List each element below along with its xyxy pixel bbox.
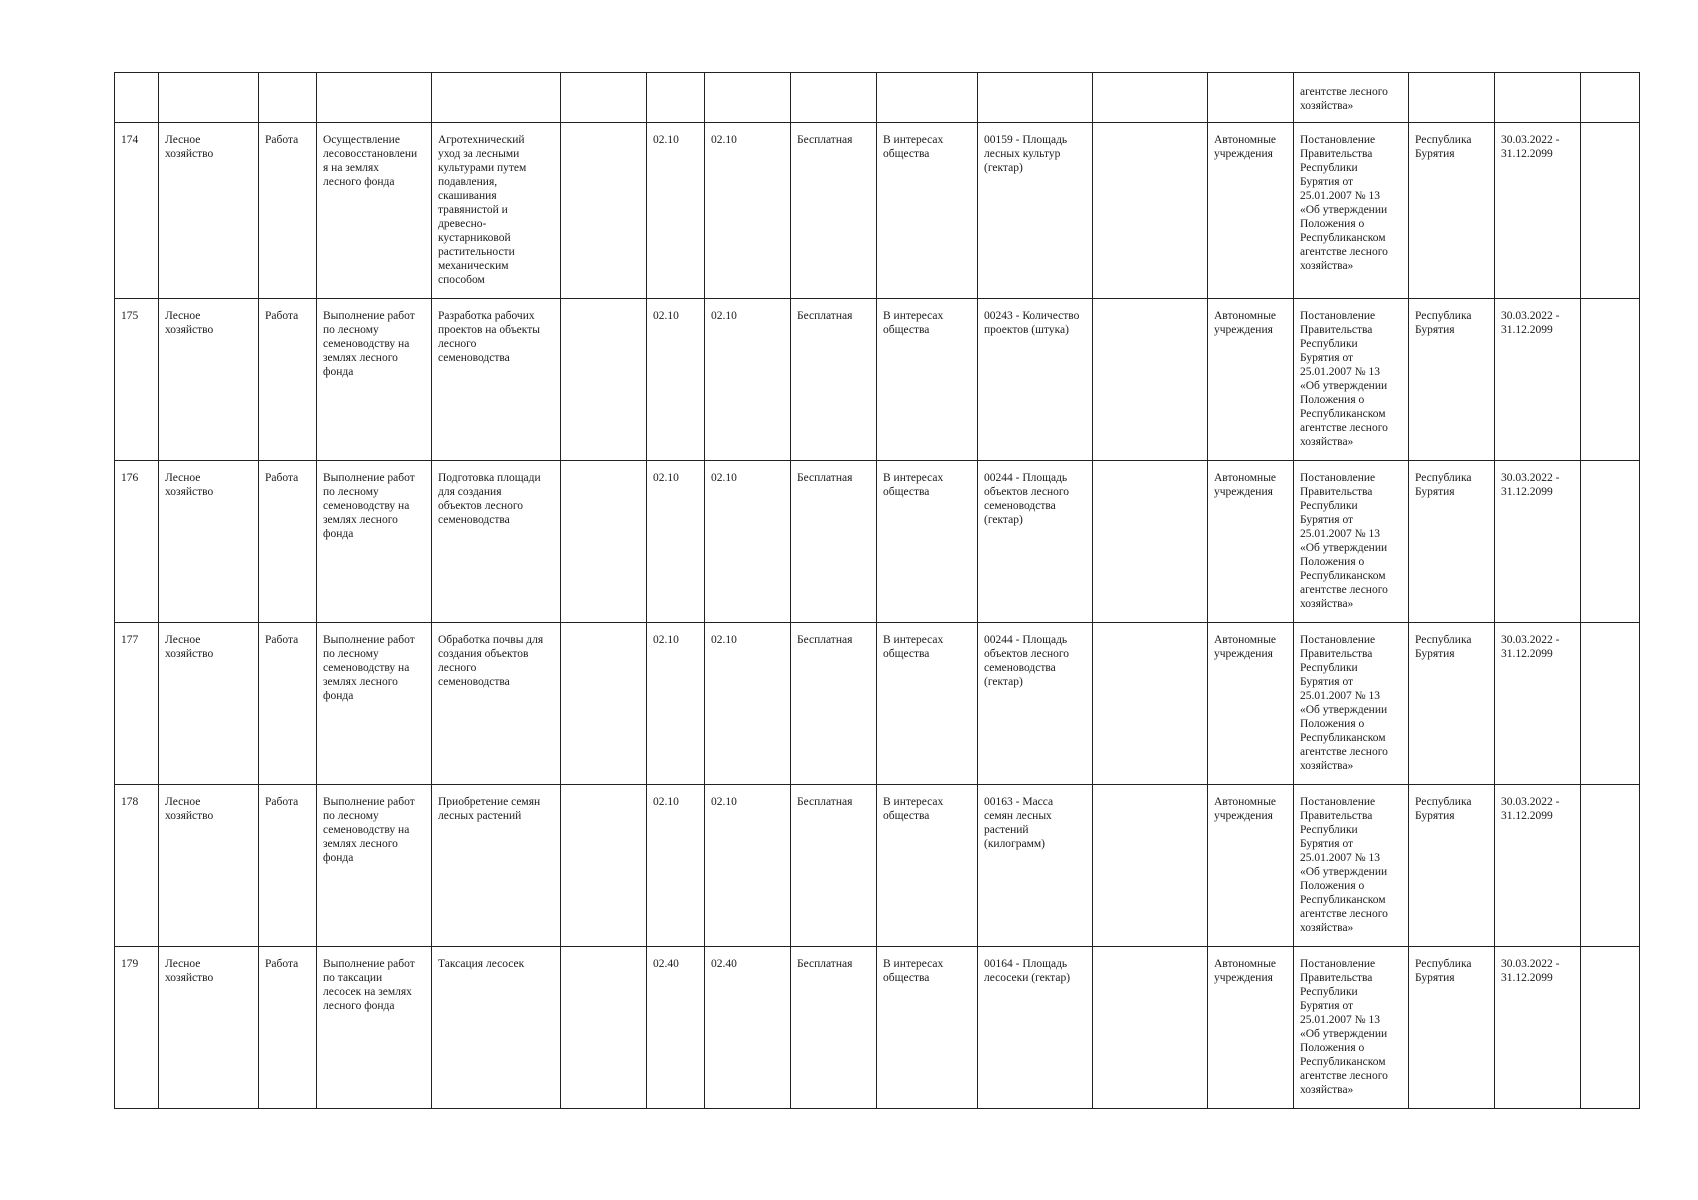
payment-cell: Бесплатная <box>791 785 877 947</box>
industry-cell: Лесное хозяйство <box>159 461 259 623</box>
basis-cell: Постановление Правительства Республики Бурятия от 25.01.2007 № 13 «Об утверждении Положения о Республиканском агентстве лесного хозяйства» <box>1294 623 1409 785</box>
empty-cell <box>1093 785 1208 947</box>
basis-cell: Постановление Правительства Республики Бурятия от 25.01.2007 № 13 «Об утверждении Положения о Республиканском агентстве лесного хозяйства» <box>1294 785 1409 947</box>
empty-cell <box>1093 123 1208 299</box>
empty-cell <box>1581 785 1640 947</box>
basis-cell: Постановление Правительства Республики Бурятия от 25.01.2007 № 13 «Об утверждении Положения о Республиканском агентстве лесного хозяйства» <box>1294 123 1409 299</box>
indicator-cell: 00244 - Площадь объектов лесного семеноводства (гектар) <box>978 461 1093 623</box>
code-cell: 02.10 <box>705 299 791 461</box>
industry-cell: Лесное хозяйство <box>159 123 259 299</box>
code-cell: 02.10 <box>705 123 791 299</box>
empty-cell <box>561 947 647 1109</box>
indicator-cell: 00159 - Площадь лесных культур (гектар) <box>978 123 1093 299</box>
table-cell <box>317 73 432 123</box>
table-row-continuation <box>115 73 1640 123</box>
empty-cell <box>1093 461 1208 623</box>
payment-cell: Бесплатная <box>791 123 877 299</box>
table-cell <box>1581 73 1640 123</box>
type-cell: Работа <box>259 947 317 1109</box>
empty-cell <box>1093 623 1208 785</box>
name-cell: Выполнение работ по лесному семеноводству на землях лесного фонда <box>317 785 432 947</box>
table-cell <box>791 73 877 123</box>
table-row <box>115 299 1640 461</box>
period-cell: 30.03.2022 - 31.12.2099 <box>1495 785 1581 947</box>
name-cell: Выполнение работ по таксации лесосек на землях лесного фонда <box>317 947 432 1109</box>
table-cell <box>647 73 705 123</box>
code-cell: 02.10 <box>647 785 705 947</box>
code-cell: 02.10 <box>705 785 791 947</box>
table-cell <box>705 73 791 123</box>
table-cell <box>1208 73 1294 123</box>
table-row <box>115 623 1640 785</box>
region-cell: Республика Бурятия <box>1409 785 1495 947</box>
empty-cell <box>561 785 647 947</box>
table-cell <box>1409 73 1495 123</box>
content-cell: Обработка почвы для создания объектов лесного семеноводства <box>432 623 561 785</box>
indicator-cell: 00163 - Масса семян лесных растений (килограмм) <box>978 785 1093 947</box>
content-cell: Таксация лесосек <box>432 947 561 1109</box>
empty-cell <box>561 461 647 623</box>
code-cell: 02.40 <box>705 947 791 1109</box>
type-cell: Работа <box>259 785 317 947</box>
row-number: 176 <box>115 461 159 623</box>
institution-cell: Автономные учреждения <box>1208 123 1294 299</box>
content-cell: Приобретение семян лесных растений <box>432 785 561 947</box>
region-cell: Республика Бурятия <box>1409 461 1495 623</box>
region-cell: Республика Бурятия <box>1409 123 1495 299</box>
table-cell-basis: агентстве лесного хозяйства» <box>1294 73 1409 123</box>
empty-cell <box>1093 947 1208 1109</box>
table-cell <box>978 73 1093 123</box>
period-cell: 30.03.2022 - 31.12.2099 <box>1495 123 1581 299</box>
empty-cell <box>561 299 647 461</box>
code-cell: 02.10 <box>647 299 705 461</box>
region-cell: Республика Бурятия <box>1409 299 1495 461</box>
type-cell: Работа <box>259 461 317 623</box>
interest-cell: В интересах общества <box>877 623 978 785</box>
payment-cell: Бесплатная <box>791 299 877 461</box>
code-cell: 02.40 <box>647 947 705 1109</box>
table-cell <box>1093 73 1208 123</box>
industry-cell: Лесное хозяйство <box>159 947 259 1109</box>
interest-cell: В интересах общества <box>877 461 978 623</box>
name-cell: Выполнение работ по лесному семеноводству на землях лесного фонда <box>317 461 432 623</box>
period-cell: 30.03.2022 - 31.12.2099 <box>1495 299 1581 461</box>
payment-cell: Бесплатная <box>791 623 877 785</box>
type-cell: Работа <box>259 623 317 785</box>
region-cell: Республика Бурятия <box>1409 623 1495 785</box>
table-row <box>115 123 1640 299</box>
institution-cell: Автономные учреждения <box>1208 461 1294 623</box>
region-cell: Республика Бурятия <box>1409 947 1495 1109</box>
empty-cell <box>1581 947 1640 1109</box>
name-cell: Выполнение работ по лесному семеноводству на землях лесного фонда <box>317 623 432 785</box>
content-cell: Разработка рабочих проектов на объекты лесного семеноводства <box>432 299 561 461</box>
content-cell: Подготовка площади для создания объектов лесного семеноводства <box>432 461 561 623</box>
period-cell: 30.03.2022 - 31.12.2099 <box>1495 947 1581 1109</box>
table-cell <box>159 73 259 123</box>
code-cell: 02.10 <box>647 123 705 299</box>
table-cell <box>432 73 561 123</box>
table-row <box>115 785 1640 947</box>
interest-cell: В интересах общества <box>877 785 978 947</box>
table-row <box>115 947 1640 1109</box>
code-cell: 02.10 <box>647 461 705 623</box>
payment-cell: Бесплатная <box>791 461 877 623</box>
period-cell: 30.03.2022 - 31.12.2099 <box>1495 461 1581 623</box>
basis-cell: Постановление Правительства Республики Бурятия от 25.01.2007 № 13 «Об утверждении Положения о Республиканском агентстве лесного хозяйства» <box>1294 461 1409 623</box>
row-number: 177 <box>115 623 159 785</box>
interest-cell: В интересах общества <box>877 947 978 1109</box>
row-number: 179 <box>115 947 159 1109</box>
indicator-cell: 00243 - Количество проектов (штука) <box>978 299 1093 461</box>
type-cell: Работа <box>259 123 317 299</box>
empty-cell <box>561 623 647 785</box>
indicator-cell: 00244 - Площадь объектов лесного семеноводства (гектар) <box>978 623 1093 785</box>
institution-cell: Автономные учреждения <box>1208 299 1294 461</box>
interest-cell: В интересах общества <box>877 123 978 299</box>
services-registry-table <box>114 72 1640 1109</box>
table-cell <box>561 73 647 123</box>
institution-cell: Автономные учреждения <box>1208 623 1294 785</box>
empty-cell <box>561 123 647 299</box>
name-cell: Выполнение работ по лесному семеноводству на землях лесного фонда <box>317 299 432 461</box>
name-cell: Осуществление лесовосстановлени я на землях лесного фонда <box>317 123 432 299</box>
table-cell <box>259 73 317 123</box>
table-cell <box>877 73 978 123</box>
code-cell: 02.10 <box>705 623 791 785</box>
payment-cell: Бесплатная <box>791 947 877 1109</box>
row-number: 175 <box>115 299 159 461</box>
empty-cell <box>1093 299 1208 461</box>
indicator-cell: 00164 - Площадь лесосеки (гектар) <box>978 947 1093 1109</box>
table-cell <box>1495 73 1581 123</box>
period-cell: 30.03.2022 - 31.12.2099 <box>1495 623 1581 785</box>
table-cell <box>115 73 159 123</box>
row-number: 178 <box>115 785 159 947</box>
empty-cell <box>1581 623 1640 785</box>
empty-cell <box>1581 123 1640 299</box>
content-cell: Агротехнический уход за лесными культурами путем подавления, скашивания травянистой и древесно- кустарниковой растительности механическим способом <box>432 123 561 299</box>
industry-cell: Лесное хозяйство <box>159 785 259 947</box>
institution-cell: Автономные учреждения <box>1208 947 1294 1109</box>
table-row <box>115 461 1640 623</box>
industry-cell: Лесное хозяйство <box>159 299 259 461</box>
code-cell: 02.10 <box>647 623 705 785</box>
institution-cell: Автономные учреждения <box>1208 785 1294 947</box>
empty-cell <box>1581 461 1640 623</box>
type-cell: Работа <box>259 299 317 461</box>
interest-cell: В интересах общества <box>877 299 978 461</box>
basis-cell: Постановление Правительства Республики Бурятия от 25.01.2007 № 13 «Об утверждении Положения о Республиканском агентстве лесного хозяйства» <box>1294 299 1409 461</box>
empty-cell <box>1581 299 1640 461</box>
basis-cell: Постановление Правительства Республики Бурятия от 25.01.2007 № 13 «Об утверждении Положения о Республиканском агентстве лесного хозяйства» <box>1294 947 1409 1109</box>
row-number: 174 <box>115 123 159 299</box>
industry-cell: Лесное хозяйство <box>159 623 259 785</box>
code-cell: 02.10 <box>705 461 791 623</box>
